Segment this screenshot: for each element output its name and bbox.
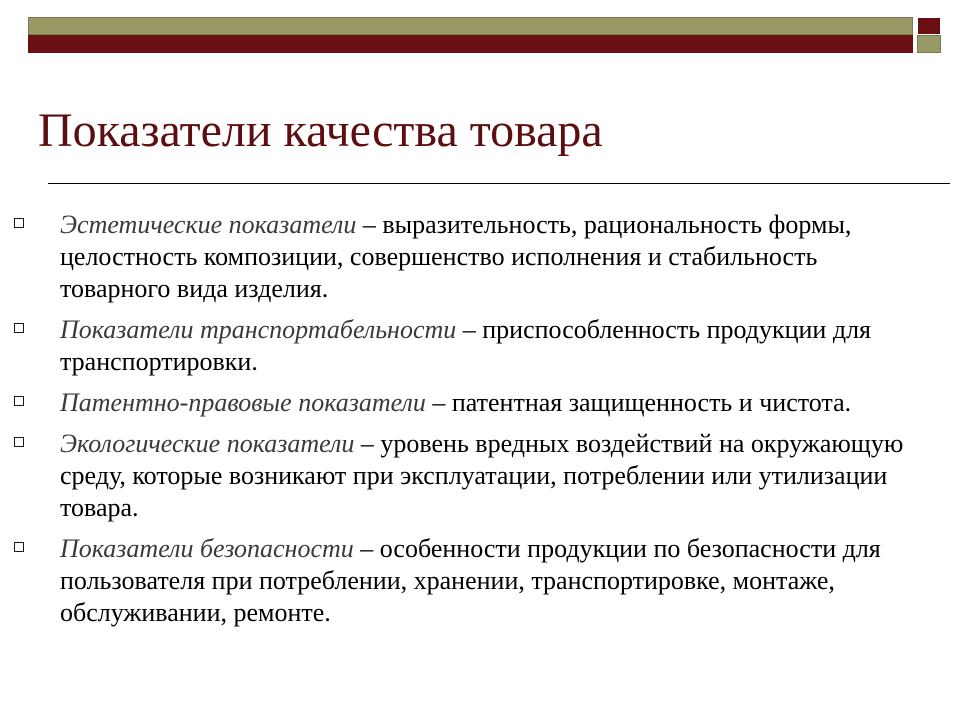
bullet-term: Показатели транспортабельности: [60, 315, 457, 344]
hollow-square-bullet-icon: [14, 218, 24, 228]
hollow-square-bullet-icon: [14, 396, 24, 406]
bullet-text: – уровень вредных воздействий на окружающую среду, которые возникают при эксплуатации, потреблении или утилизации товара.: [60, 429, 904, 522]
decorative-square-olive: [917, 35, 941, 53]
title-underline-divider: [48, 183, 950, 184]
decorative-top-bar-olive: [28, 17, 913, 35]
bullet-item-ecological: [14, 428, 934, 524]
bullet-text: – выразительность, рациональность формы, целостность композиции, совершенство исполнения и стабильность товарного вида изделия.: [60, 210, 852, 303]
bullet-term: Экологические показатели: [60, 429, 355, 458]
bullet-text: – патентная защищенность и чистота.: [425, 388, 852, 417]
hollow-square-bullet-icon: [14, 437, 24, 447]
hollow-square-bullet-icon: [14, 323, 24, 333]
bullet-list: [14, 209, 934, 638]
bullet-term: Показатели безопасности: [60, 534, 354, 563]
bullet-item-safety: [14, 533, 934, 629]
bullet-item-patent-legal: [14, 387, 934, 419]
bullet-text: – особенности продукции по безопасности для пользователя при потреблении, хранении, транспортировке, монтаже, обслуживании, ремонте.: [60, 534, 881, 627]
bullet-item-transportability: [14, 314, 934, 378]
hollow-square-bullet-icon: [14, 542, 24, 552]
bullet-item-aesthetic: [14, 209, 934, 305]
bullet-term: Эстетические показатели: [60, 210, 357, 239]
decorative-top-bar-maroon: [28, 35, 913, 53]
slide-title: Показатели качества товара: [38, 104, 603, 157]
bullet-term: Патентно-правовые показатели: [60, 388, 426, 417]
decorative-square-maroon: [917, 17, 941, 35]
bullet-text: – приспособленность продукции для транспортировки.: [60, 315, 871, 376]
